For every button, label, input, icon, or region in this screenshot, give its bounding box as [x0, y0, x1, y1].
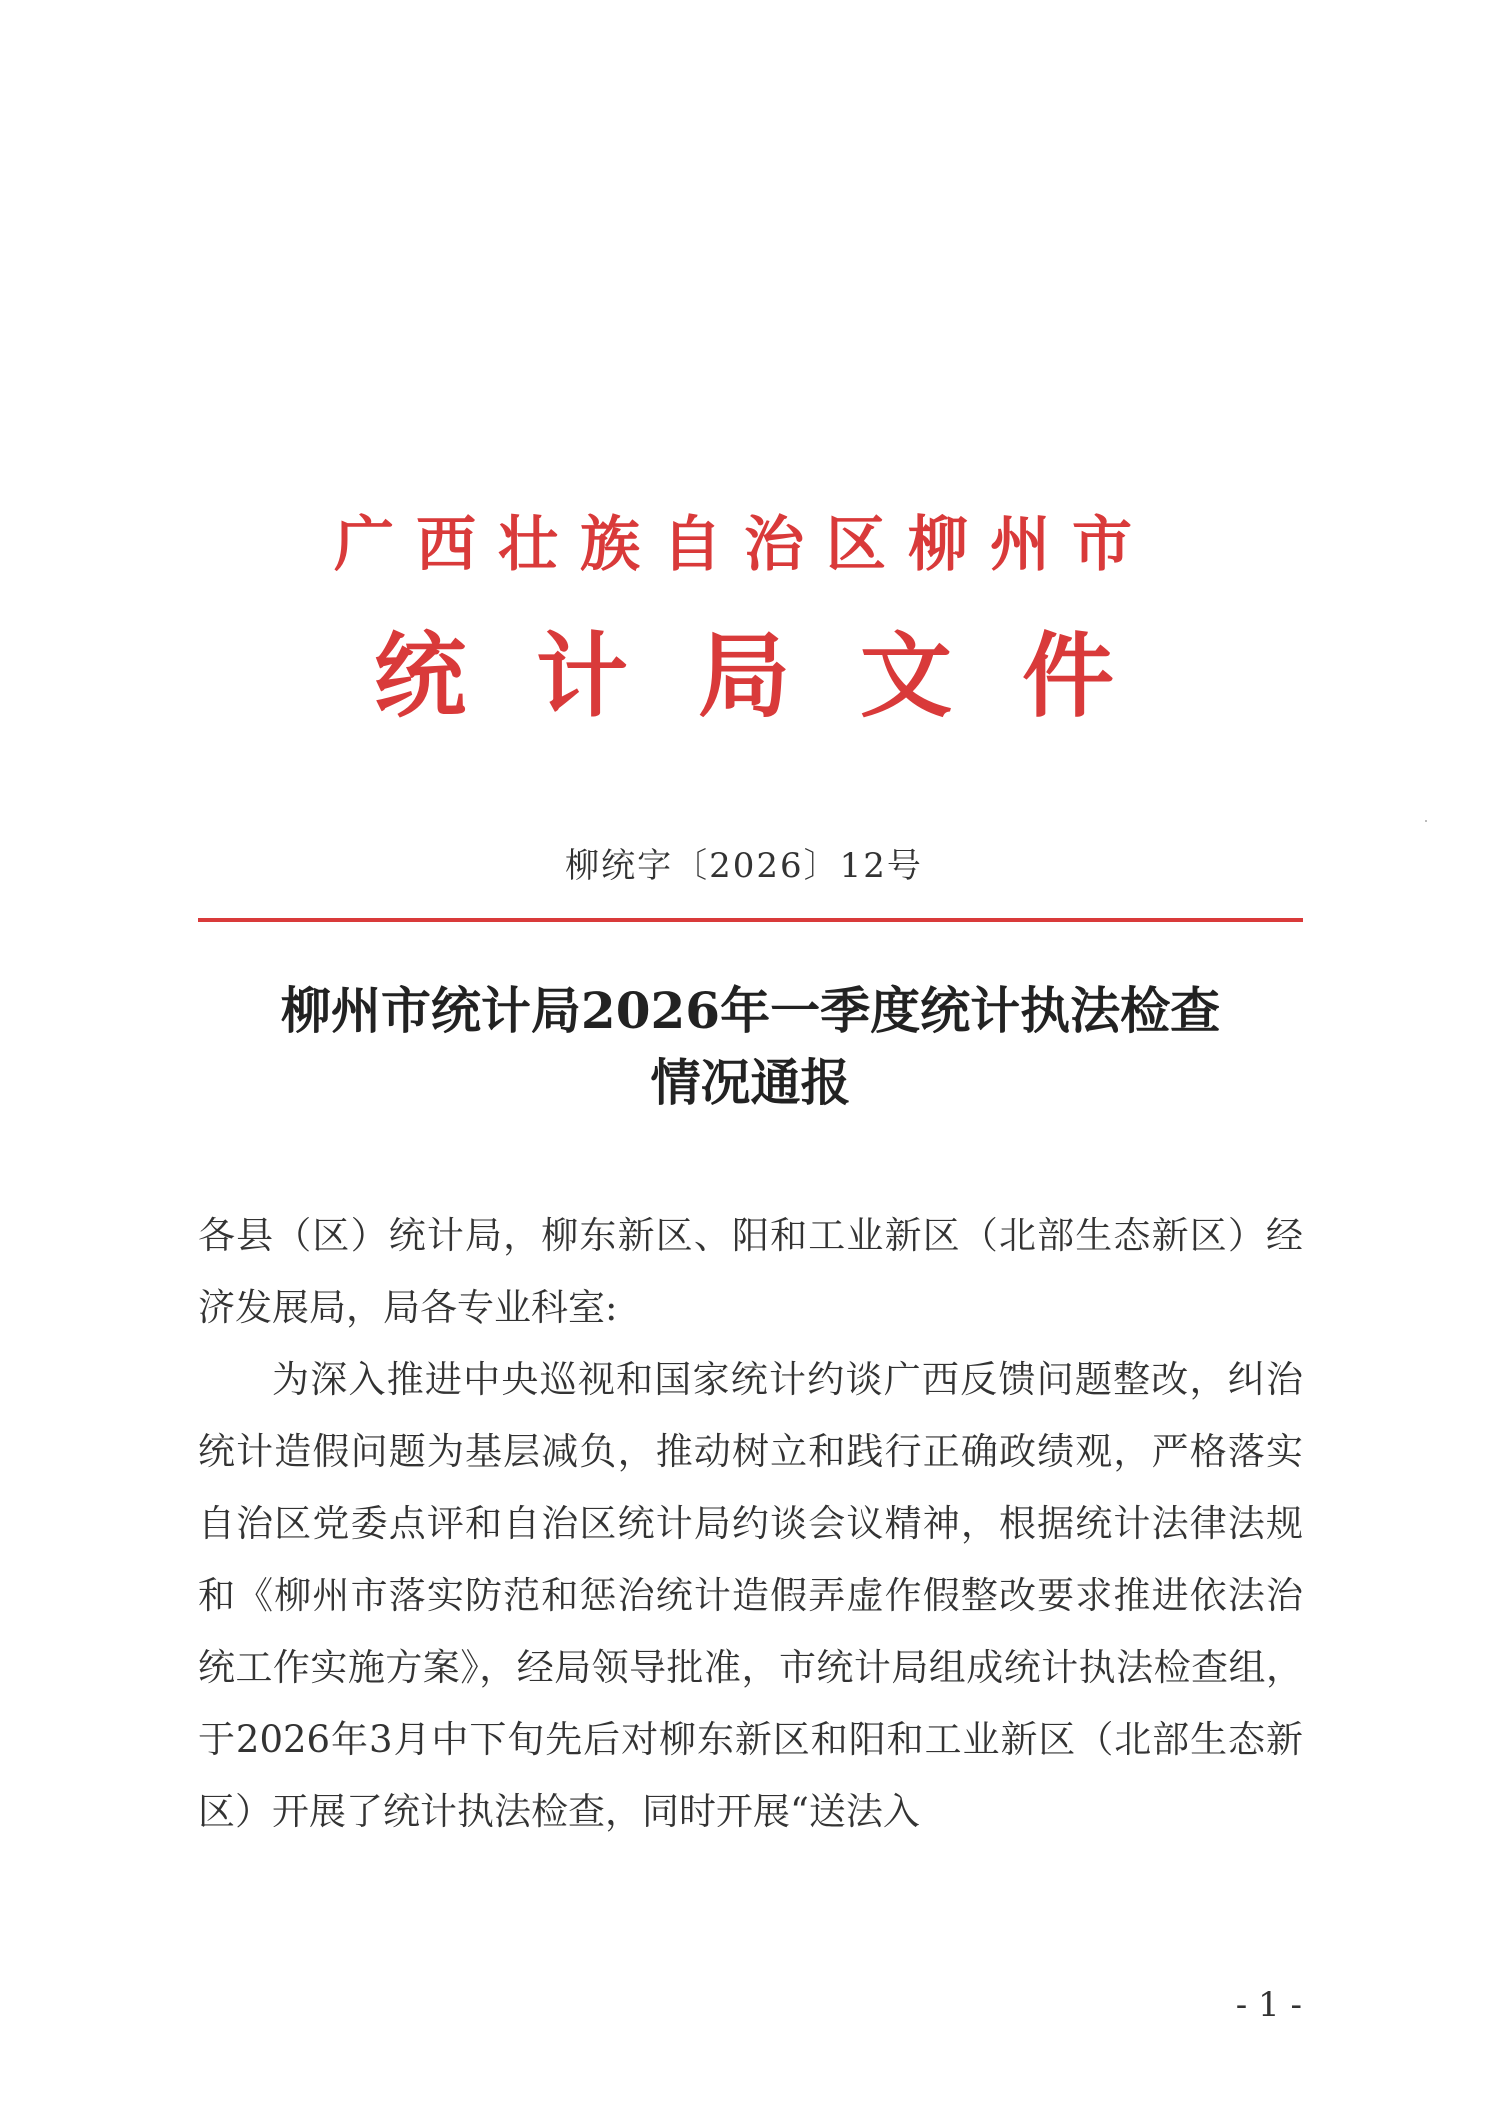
document-body — [198, 1200, 1303, 1848]
document-title-line2: 情况通报 — [650, 1053, 851, 1112]
salutation: 各县（区）统计局，柳东新区、阳和工业新区（北部生态新区）经济发展局，局各专业科室: — [198, 1214, 1303, 1329]
red-divider-line — [198, 918, 1303, 922]
document-type-heading: 统计局文件 — [373, 622, 1184, 730]
scan-speck — [1425, 820, 1427, 822]
document-title — [198, 975, 1303, 1119]
document-number: 柳统字〔2026〕12号 — [565, 846, 923, 886]
document-title-line1: 柳州市统计局2026年一季度统计执法检查 — [280, 981, 1221, 1040]
body-paragraph: 为深入推进中央巡视和国家统计约谈广西反馈问题整改，纠治统计造假问题为基层减负，推动树立和践行正确政绩观，严格落实自治区党委点评和自治区统计局约谈会议精神，根据统计法律法规和《柳州市落实防范和惩治统计造假弄虚作假整改要求推进依法治统工作实施方案》，经局领导批准，市统计局组成统计执法检查组，于2026年3月中下旬先后对柳东新区和阳和工业新区（北部生态新区）开展了统计执法检查，同时开展“送法入 — [198, 1358, 1303, 1833]
issuer-name: 广西壮族自治区柳州市 — [334, 510, 1154, 580]
page-number: - 1 - — [1235, 1985, 1302, 2025]
